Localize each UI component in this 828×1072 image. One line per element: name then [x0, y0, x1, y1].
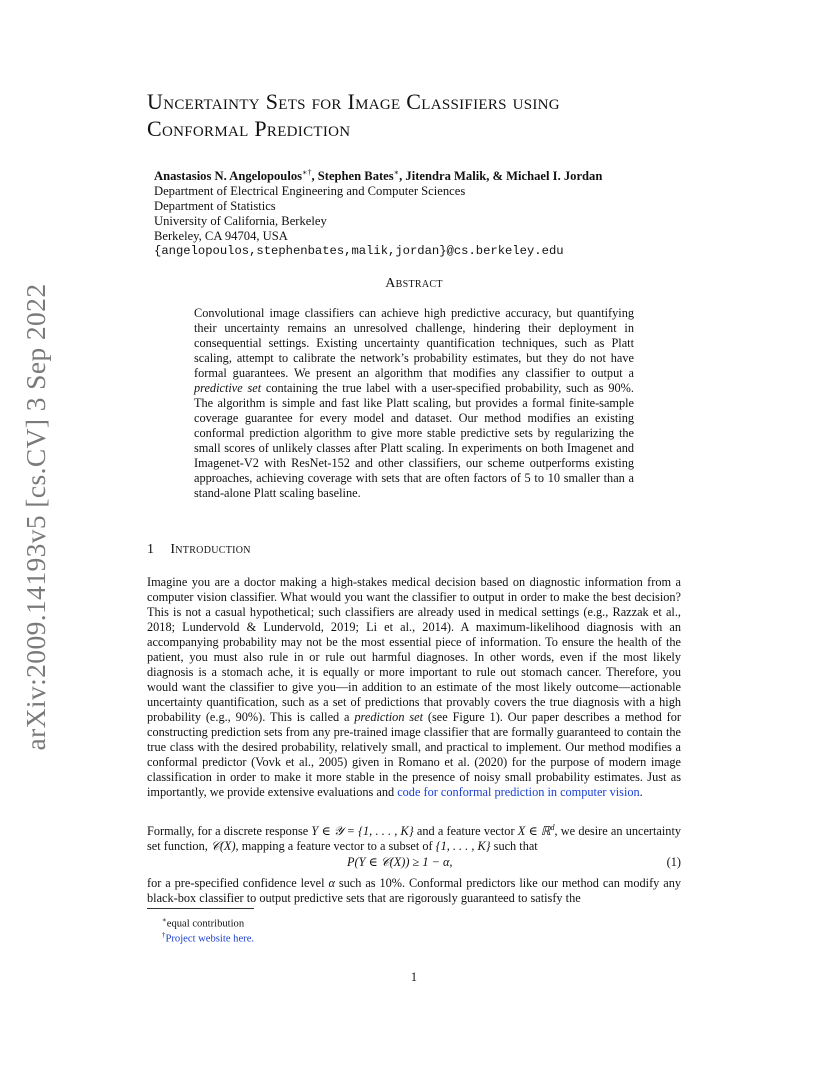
equation-expression: P(Y ∈ 𝒞(X)) ≥ 1 − α,	[347, 855, 453, 869]
math-response-set: Y ∈ 𝒴 = {1, . . . , K}	[311, 824, 414, 839]
math-subset: {1, . . . , K}	[435, 839, 491, 854]
abstract-part-1: Convolutional image classifiers can achieve high predictive accuracy, but quantifying their uncertainty remains an unresolved challenge, hindering their deployment in consequential settings. Existing uncertainty quantification techniques, such as Platt scaling, attempt to calibrate the network’s probability estimates, but they do not have formal guarantees. We present an algorithm that modifies any classifier to output a	[194, 306, 634, 380]
author-block	[154, 165, 602, 259]
title-line-2: Conformal Prediction	[147, 116, 351, 141]
footnote-1-text: equal contribution	[166, 918, 245, 930]
intro-paragraph-1	[147, 575, 681, 800]
author-2-marks: ∗	[393, 168, 400, 177]
section-title: Introduction	[170, 542, 251, 557]
section-heading	[147, 542, 251, 558]
equation-1	[147, 855, 681, 873]
intro-p2-part-d: , mapping a feature vector to a subset of	[235, 839, 436, 854]
footnote-2-mark: †	[162, 931, 166, 939]
intro-p2-part-c: , we desire an uncertainty set function,	[147, 824, 682, 854]
affiliation-4: Berkeley, CA 94704, USA	[154, 229, 288, 244]
paper-title	[147, 88, 707, 142]
page-number: 1	[410, 970, 418, 984]
intro-p2-part-a: Formally, for a discrete response	[147, 824, 312, 839]
intro-p1-emphasis: prediction set	[354, 710, 424, 724]
author-emails: {angelopoulos,stephenbates,malik,jordan}@cs.berkeley.edu	[154, 244, 564, 259]
footnote-2	[162, 929, 254, 946]
title-line-1: Uncertainty Sets for Image Classifiers using	[147, 89, 560, 114]
intro-p2-part-b: and a feature vector	[413, 824, 518, 839]
author-2: Stephen Bates	[317, 169, 394, 184]
arxiv-stamp	[10, 283, 62, 751]
math-set-function: 𝒞(X)	[210, 839, 236, 854]
footnote-rule	[147, 908, 254, 909]
footnote-1-mark: ∗	[162, 916, 167, 924]
equation-number: (1)	[666, 855, 681, 869]
abstract-heading: Abstract	[385, 276, 443, 291]
author-1-marks: ∗†	[302, 168, 312, 177]
math-superscript: d	[550, 823, 555, 832]
intro-p1-part-b: (see Figure 1). Our paper describes a method for constructing prediction sets from any pre-trained image classifier that are formally guaranteed to contain the true class with the desired probability, relatively small, and practical to implement. Our method modifies a conformal predictor (Vovk et al., 2005) given in Romano et al. (2020) for the purpose of modern image classification in order to make it more stable in the presence of noisy small probability estimates. Just as importantly, we provide extensive evaluations and	[147, 710, 681, 799]
intro-p1-end: .	[639, 785, 643, 799]
abstract-text	[194, 306, 634, 501]
abstract-emphasis: predictive set	[194, 381, 262, 395]
intro-p1-part-a: Imagine you are a doctor making a high-stakes medical decision based on diagnostic information from a computer vision classifier. What would you want the classifier to output in order to make the best decision? This is not a casual hypothetical; such classifiers are already used in medical settings (e.g., Razzak et al., 2018; Lundervold & Lundervold, 2019; Li et al., 2014). A maximum-likelihood diagnosis with an accompanying probability may not be the most essential piece of information. To ensure the health of the patient, you must also rule in or rule out harmful diagnoses. In other words, even if the most likely diagnosis is a stomach ache, it is equally or more important to rule out stomach cancer. Therefore, you would want the classifier to give you—in addition to an estimate of the most likely outcome—actionable uncertainty quantification, such as a set of predictions that provably covers the true diagnosis with a high probability (e.g., 90%). This is called a	[147, 575, 681, 724]
intro-p3-part-b: such as 10%. Conformal predictors like our method can modify any black-box classifier to output predictive sets that are rigorously guaranteed to satisfy the	[147, 876, 682, 905]
author-rest: Jitendra Malik, & Michael I. Jordan	[405, 169, 603, 184]
intro-paragraph-3	[147, 876, 681, 906]
intro-p3-part-a: for a pre-specified confidence level	[147, 876, 329, 890]
section-number: 1	[147, 542, 155, 557]
affiliation-1: Department of Electrical Engineering and Computer Sciences	[154, 184, 466, 199]
math-feature-space: X ∈ ℝ	[517, 824, 551, 839]
project-website-link[interactable]: Project website here.	[165, 933, 255, 945]
arxiv-stamp-text: arXiv:2009.14193v5 [cs.CV] 3 Sep 2022	[20, 283, 51, 751]
intro-paragraph-2	[147, 820, 681, 854]
intro-p2-part-e: such that	[490, 839, 538, 854]
author-names: Anastasios N. Angelopoulos∗†, Stephen Bates∗, Jitendra Malik, & Michael I. Jordan	[154, 168, 603, 184]
affiliation-3: University of California, Berkeley	[154, 214, 327, 229]
abstract-part-2: containing the true label with a user-specified probability, such as 90%. The algorithm is simple and fast like Platt scaling, but provides a formal finite-sample coverage guarantee for every model and dataset. Our method modifies an existing conformal prediction algorithm to give more stable predictive sets by regularizing the small scores of unlikely classes after Platt scaling. In experiments on both Imagenet and Imagenet-V2 with ResNet-152 and other classifiers, our scheme outperforms existing approaches, achieving coverage with sets that are often factors of 5 to 10 smaller than a stand-alone Platt scaling baseline.	[194, 381, 634, 500]
affiliation-2: Department of Statistics	[154, 199, 276, 214]
code-link[interactable]: code for conformal prediction in computer vision	[397, 785, 640, 799]
math-alpha: α	[328, 876, 335, 890]
author-1: Anastasios N. Angelopoulos	[154, 169, 303, 184]
